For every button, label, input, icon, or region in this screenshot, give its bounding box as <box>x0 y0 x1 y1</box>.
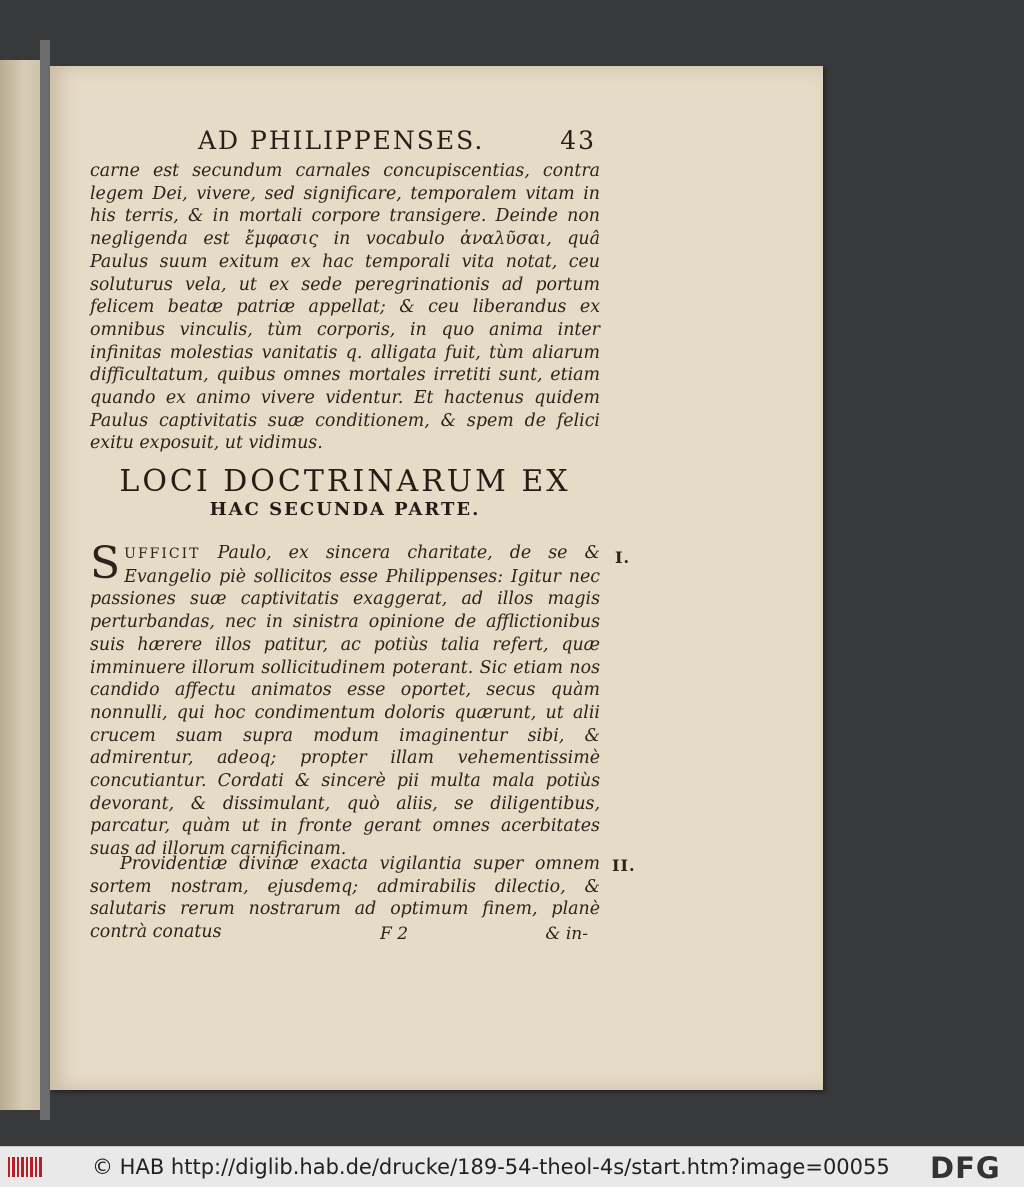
section-1-body: Paulo, ex sincera charitate, de se & Evangelio piè sollicitos esse Philippenses: Igitur nec passiones suæ captivitatis exaggerat, ad illos magis perturbandas, nec in sinistra opinione de afflictionibus suis hærere illos patitur, ac potiùs talia refert, quæ imminuere illorum sollicitudinem poterant. Sic etiam nos candido affectu animatos esse oportet, secus quàm nonnulli, qui hoc condimentum doloris quærunt, ut alii crucem suam supra modum imaginentur sibi, & admirentur, adeoq; propter illam vehementissimè concutiantur. Cordati & sincerè pii multa mala potiùs devorant, & dissimulant, quò aliis, se diligentibus, parcatur, quàm ut in fronte gerant omnes acerbitates suas ad illorum carnificinam. <box>90 543 600 860</box>
paragraph-text: carne est secundum carnales concupiscentias, contra legem Dei, vivere, sed significare, temporalem vitam in his terris, & in mortali corpore transigere. Deinde non negligenda est ἔμφασις in vocabulo ἀναλῦσαι, quâ Paulus suum exitum ex hac temporali vita notat, ceu soluturus vela, ut ex sede peregrinationis ad portum felicem beatæ patriæ appellat; & ceu liberandus ex omnibus vinculis, tùm corporis, in quo anima inter infinitas molestias vanitatis q. alligata fuit, tùm aliarum difficultatum, quibus omnes mortales irretiti sunt, etiam quando ex animo vivere videntur. Et hactenus quidem Paulus captivitatis suæ conditionem, & spem de felici exitu exposuit, ut vidimus. <box>90 161 600 454</box>
paragraph-continuation <box>90 160 600 455</box>
section-1-lead: UFFICIT <box>124 546 201 562</box>
marginal-number-1: I. <box>615 548 631 567</box>
heading-line-2: HAC SECUNDA PARTE. <box>209 499 481 520</box>
drop-cap: S <box>90 538 121 589</box>
section-2-text: Providentiæ divinæ exacta vigilantia super omnem sortem nostram, ejusdemq; admirabilis dilectio, & salutaris rerum nostrarum ad optimum finem, planè contrà conatus <box>90 854 600 943</box>
running-head-title: AD PHILIPPENSES. <box>198 126 485 155</box>
marginal-number-2: II. <box>612 856 636 875</box>
page-number: 43 <box>560 126 596 155</box>
hab-barcode-icon <box>6 1153 46 1181</box>
section-1-text <box>90 538 600 861</box>
facing-page-edge <box>0 60 40 1110</box>
doctrine-section-1 <box>90 538 600 861</box>
book-spine-edge <box>40 40 50 1120</box>
copyright-link[interactable]: © HAB http://diglib.hab.de/drucke/189-54-theol-4s/start.htm?image=00055 <box>92 1155 890 1179</box>
heading-line-1: LOCI DOCTRINARUM EX <box>119 464 571 499</box>
dfg-logo: DFG <box>930 1151 1001 1185</box>
section-heading <box>90 465 600 521</box>
catchline <box>90 924 600 948</box>
signature-mark: F 2 <box>380 924 409 944</box>
catchword: & in- <box>545 924 588 944</box>
viewer-footer <box>0 1146 1024 1187</box>
running-head <box>148 126 596 160</box>
